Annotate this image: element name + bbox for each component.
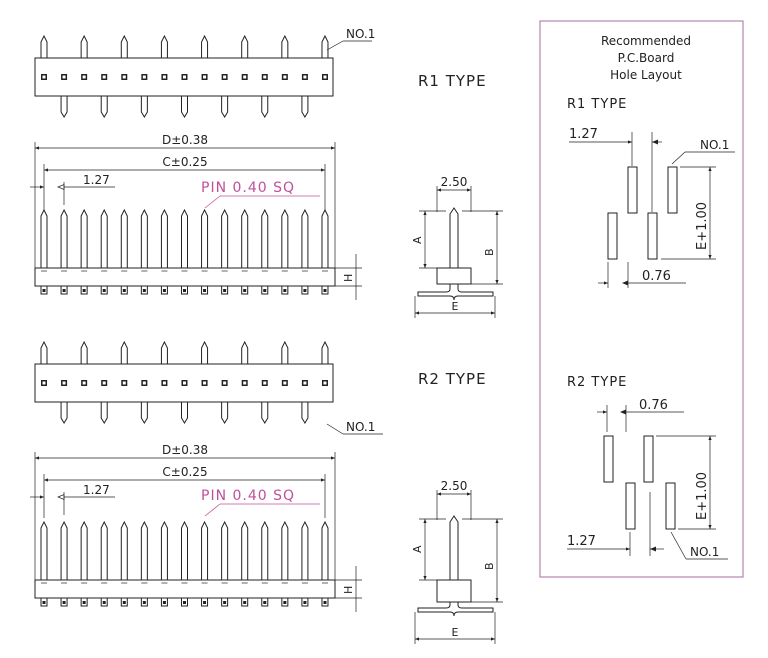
- top-pin-lead: [242, 342, 248, 364]
- top-pin-lead: [322, 342, 328, 364]
- side-pin-tail-mark: [223, 601, 226, 604]
- top-pin-lead: [262, 402, 268, 423]
- hole-r2-type-label: R2 TYPE: [567, 375, 628, 390]
- top-pin-square-inner: [83, 76, 86, 79]
- side-pin: [141, 210, 147, 268]
- r1-h-dimension: H: [342, 273, 355, 282]
- hole-layout-title-3: Hole Layout: [610, 68, 682, 82]
- top-pin-square-inner: [223, 382, 226, 385]
- r1-d-dimension: D±0.38: [161, 133, 209, 147]
- side-pin-tail-mark: [263, 601, 266, 604]
- top-pin-lead: [222, 96, 228, 117]
- hole-layout-title-2: P.C.Board: [617, 51, 675, 65]
- side-pin-tail-mark: [123, 289, 126, 292]
- side-pin: [41, 210, 47, 268]
- side-pin: [61, 522, 67, 580]
- r2-d-dimension: D±0.38: [161, 443, 209, 457]
- top-pin-lead: [302, 96, 308, 117]
- side-pin: [262, 522, 268, 580]
- r1-e-dimension: E: [451, 300, 459, 313]
- top-pin-square-inner: [243, 382, 246, 385]
- r2-h-dimension: H: [342, 585, 355, 594]
- hole-r1-e-dim: E+1.00: [695, 201, 710, 250]
- r1-c-dimension: C±0.25: [162, 155, 208, 169]
- side-pin-tail-mark: [163, 289, 166, 292]
- top-pin-lead: [322, 36, 328, 58]
- side-pin: [141, 522, 147, 580]
- side-pin: [101, 210, 107, 268]
- side-pin: [101, 522, 107, 580]
- top-pin-lead: [222, 402, 228, 423]
- r2-top-view: [35, 342, 383, 434]
- hole-r2-no1: NO.1: [690, 545, 720, 559]
- top-pin-square-inner: [63, 76, 66, 79]
- r2-end-pin: [450, 516, 458, 580]
- side-pin: [161, 522, 167, 580]
- hole-r1-lower-1: [608, 213, 617, 259]
- top-pin-lead: [161, 36, 167, 58]
- r1-a-dimension: A: [411, 236, 424, 244]
- top-pin-square-inner: [123, 382, 126, 385]
- r1-pin-note: PIN 0.40 SQ: [201, 180, 296, 196]
- r2-pitch-dimension: 1.27: [83, 483, 110, 497]
- top-pin-square-inner: [43, 76, 46, 79]
- side-pin: [121, 210, 127, 268]
- r1-side-pins: [41, 210, 328, 294]
- side-pin-tail-mark: [183, 601, 186, 604]
- side-pin: [322, 522, 328, 580]
- side-pin-tail-mark: [123, 601, 126, 604]
- top-pin-lead: [121, 36, 127, 58]
- r2-side-pins: [41, 522, 328, 606]
- top-pin-square-inner: [263, 76, 266, 79]
- side-pin: [121, 522, 127, 580]
- top-pin-lead: [161, 342, 167, 364]
- hole-layout-panel: [540, 21, 743, 577]
- top-pin-lead: [121, 342, 127, 364]
- r1-end-pin: [450, 208, 458, 268]
- side-pin: [41, 522, 47, 580]
- side-pin: [161, 210, 167, 268]
- hole-r2-upper-1: [604, 436, 613, 482]
- hole-r2-e-dim: E+1.00: [695, 471, 710, 520]
- top-pin-square-inner: [163, 382, 166, 385]
- side-pin-tail-mark: [63, 289, 66, 292]
- top-pin-lead: [181, 96, 187, 117]
- hole-r2-offset: 0.76: [639, 398, 668, 413]
- r2-end-housing: [437, 580, 471, 602]
- top-pin-lead: [41, 342, 47, 364]
- top-pin-square-inner: [203, 382, 206, 385]
- side-pin: [81, 210, 87, 268]
- hole-r1-pitch: 1.27: [569, 127, 598, 142]
- side-pin-tail-mark: [323, 601, 326, 604]
- side-pin-tail-mark: [303, 601, 306, 604]
- side-pin-tail-mark: [43, 601, 46, 604]
- side-pin-tail-mark: [83, 289, 86, 292]
- top-pin-square-inner: [243, 76, 246, 79]
- top-pin-lead: [61, 402, 67, 423]
- hole-r2-upper-2: [644, 436, 653, 482]
- side-pin: [181, 522, 187, 580]
- side-pin-tail-mark: [303, 289, 306, 292]
- r1-end-width: 2.50: [440, 175, 468, 189]
- top-pin-square-inner: [283, 382, 286, 385]
- side-pin: [222, 522, 228, 580]
- top-pin-square-inner: [103, 76, 106, 79]
- hole-r1-lower-2: [648, 213, 657, 259]
- hole-r2-pitch: 1.27: [567, 534, 596, 549]
- side-pin: [81, 522, 87, 580]
- top-pin-square-inner: [183, 382, 186, 385]
- side-pin-tail-mark: [43, 289, 46, 292]
- r2-no1-label: NO.1: [346, 420, 376, 434]
- side-pin-tail-mark: [103, 601, 106, 604]
- r1-side-view: [30, 133, 362, 300]
- r1-b-dimension: B: [483, 248, 496, 256]
- r1-no1-label: NO.1: [346, 27, 376, 41]
- top-pin-square-inner: [303, 76, 306, 79]
- top-pin-square-inner: [43, 382, 46, 385]
- top-pin-lead: [242, 36, 248, 58]
- side-pin: [282, 210, 288, 268]
- r1-end-view: [411, 175, 503, 318]
- side-pin: [202, 522, 208, 580]
- top-pin-lead: [202, 342, 208, 364]
- hole-r2-lower-1: [626, 483, 635, 529]
- r2-pin-note: PIN 0.40 SQ: [201, 488, 296, 504]
- r2-no1-leader: [327, 424, 343, 434]
- top-pin-lead: [81, 342, 87, 364]
- hole-r1-upper-1: [628, 167, 637, 213]
- side-pin: [202, 210, 208, 268]
- side-pin-tail-mark: [143, 601, 146, 604]
- r2-b-dimension: B: [483, 562, 496, 570]
- side-pin-tail-mark: [203, 601, 206, 604]
- side-pin-tail-mark: [263, 289, 266, 292]
- top-pin-square-inner: [63, 382, 66, 385]
- top-pin-lead: [41, 36, 47, 58]
- hole-r1-upper-2: [668, 167, 677, 213]
- top-pin-lead: [141, 402, 147, 423]
- top-pin-lead: [262, 96, 268, 117]
- side-pin: [302, 522, 308, 580]
- side-pin-tail-mark: [243, 289, 246, 292]
- top-pin-lead: [141, 96, 147, 117]
- r1-top-pins: [41, 36, 328, 117]
- top-pin-square-inner: [323, 76, 326, 79]
- hole-r1-no1: NO.1: [700, 138, 730, 152]
- top-pin-square-inner: [103, 382, 106, 385]
- top-pin-square-inner: [123, 76, 126, 79]
- top-pin-lead: [202, 36, 208, 58]
- side-pin-tail-mark: [63, 601, 66, 604]
- side-pin: [282, 522, 288, 580]
- side-pin-tail-mark: [283, 601, 286, 604]
- top-pin-square-inner: [223, 76, 226, 79]
- top-pin-lead: [61, 96, 67, 117]
- top-pin-square-inner: [303, 382, 306, 385]
- top-pin-square-inner: [283, 76, 286, 79]
- top-pin-square-inner: [183, 76, 186, 79]
- side-pin-tail-mark: [143, 289, 146, 292]
- side-pin-tail-mark: [243, 601, 246, 604]
- r2-c-dimension: C±0.25: [162, 465, 208, 479]
- hole-r2-lower-2: [666, 483, 675, 529]
- r2-end-width: 2.50: [440, 479, 468, 493]
- r1-type-label: R1 TYPE: [418, 72, 487, 90]
- side-pin-tail-mark: [83, 601, 86, 604]
- top-pin-square-inner: [163, 76, 166, 79]
- top-pin-square-inner: [203, 76, 206, 79]
- top-pin-lead: [81, 36, 87, 58]
- top-pin-lead: [282, 36, 288, 58]
- r1-top-view: [35, 27, 375, 117]
- top-pin-lead: [181, 402, 187, 423]
- r2-a-dimension: A: [411, 545, 424, 553]
- top-pin-lead: [282, 342, 288, 364]
- side-pin-tail-mark: [103, 289, 106, 292]
- side-pin-tail-mark: [183, 289, 186, 292]
- hole-layout-title-1: Recommended: [600, 34, 692, 48]
- r1-no1-leader: [327, 41, 343, 50]
- side-pin-tail-mark: [163, 601, 166, 604]
- side-pin: [302, 210, 308, 268]
- top-pin-lead: [302, 402, 308, 423]
- r2-type-label: R2 TYPE: [418, 370, 487, 388]
- top-pin-square-inner: [323, 382, 326, 385]
- side-pin: [61, 210, 67, 268]
- side-pin: [181, 210, 187, 268]
- side-pin-tail-mark: [203, 289, 206, 292]
- side-pin: [222, 210, 228, 268]
- side-pin-tail-mark: [323, 289, 326, 292]
- side-pin: [322, 210, 328, 268]
- top-pin-square-inner: [143, 76, 146, 79]
- hole-r1-type-label: R1 TYPE: [567, 97, 628, 112]
- side-pin-tail-mark: [223, 289, 226, 292]
- r1-end-housing: [437, 268, 471, 284]
- top-pin-square-inner: [83, 382, 86, 385]
- top-pin-lead: [101, 96, 107, 117]
- r2-end-view: [411, 479, 503, 644]
- side-pin: [242, 210, 248, 268]
- r2-e-dimension: E: [451, 626, 459, 639]
- top-pin-square-inner: [263, 382, 266, 385]
- r2-side-view: [30, 443, 362, 612]
- r2-top-pins: [41, 342, 328, 423]
- side-pin: [262, 210, 268, 268]
- side-pin: [242, 522, 248, 580]
- r1-pitch-dimension: 1.27: [83, 173, 110, 187]
- top-pin-square-inner: [143, 382, 146, 385]
- top-pin-lead: [101, 402, 107, 423]
- hole-r1-offset: 0.76: [642, 269, 671, 284]
- side-pin-tail-mark: [283, 289, 286, 292]
